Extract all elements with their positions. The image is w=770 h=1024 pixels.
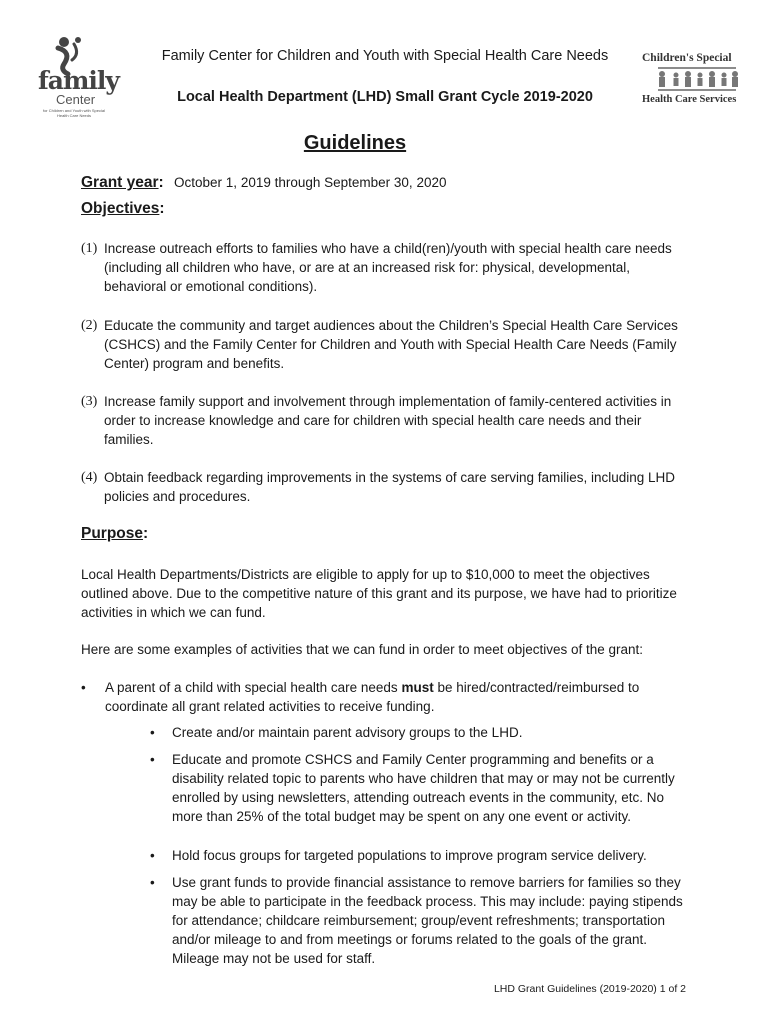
family-center-logo-tagline: for Children and Youth with Special Health Care Needs	[42, 108, 106, 118]
sub-bullet-item	[150, 846, 686, 865]
family-center-logo-word2: Center	[56, 92, 96, 107]
objective-text: Educate the community and target audiences about the Children’s Special Health Care Services (CSHCS) and the Family Center for Children and Youth with Special Health Care Needs (Family Center) program and benefits.	[104, 318, 678, 371]
bullet-dot: •	[150, 875, 155, 890]
sub-bullet-text: Educate and promote CSHCS and Family Center programming and benefits or a disability related topic to parents who have children that may or may not be currently enrolled by using newsletters, attending outreach events in the community, etc. No more than 25% of the total budget may be spent on any one event or activity.	[172, 752, 675, 824]
sub-bullet-item	[150, 750, 686, 826]
sub-bullet-text: Hold focus groups for targeted populations to improve program service delivery.	[172, 848, 647, 863]
cshcs-logo-line2: Health Care Services	[642, 94, 737, 105]
sub-bullet-text: Create and/or maintain parent advisory groups to the LHD.	[172, 725, 523, 740]
cshcs-logo-figures	[640, 66, 752, 96]
page-footer: LHD Grant Guidelines (2019-2020) 1 of 2	[493, 983, 686, 995]
main-bullet-emphasis: must	[401, 680, 434, 695]
cshcs-logo-line1: Children's Special	[642, 52, 732, 64]
grant-year-colon: :	[158, 174, 164, 191]
objective-text: Obtain feedback regarding improvements in the systems of care serving families, including LHD policies and procedures.	[104, 470, 676, 504]
grant-year-value: October 1, 2019 through September 30, 2020	[174, 175, 447, 190]
header-subtitle: Local Health Department (LHD) Small Grant Cycle 2019-2020	[177, 89, 593, 105]
objectives-label: Objectives	[81, 200, 160, 217]
objective-number: (3)	[81, 394, 98, 409]
objective-number: (4)	[81, 470, 98, 485]
sub-bullet-text: Use grant funds to provide financial assistance to remove barriers for families so they may be able to participate in the feedback process. This may include: paying stipends for attendance; childcare reimbursement; group/event refreshments; transportation and/or mileage to and from meetings or forums related to the goals of the grant. Mileage may not be used for staff.	[172, 875, 683, 966]
bullet-dot: •	[81, 680, 86, 695]
bullet-dot: •	[150, 752, 155, 767]
objective-number: (2)	[81, 318, 98, 333]
cshcs-logo	[640, 44, 752, 112]
document-title: Guidelines	[303, 132, 407, 154]
main-bullet-text-before: A parent of a child with special health care needs	[105, 680, 402, 695]
purpose-paragraph-1: Local Health Departments/Districts are eligible to apply for up to $10,000 to meet the objectives outlined above. Due to the competitive nature of this grant and its purpose, we have had to prioritize activities in which we can fund.	[81, 567, 677, 620]
purpose-colon: :	[143, 525, 149, 542]
objective-item	[81, 392, 691, 449]
header-title: Family Center for Children and Youth with Special Health Care Needs	[161, 48, 609, 64]
objective-item	[81, 316, 691, 373]
family-center-logo	[34, 34, 119, 120]
objectives-colon: :	[159, 200, 165, 217]
objective-number: (1)	[81, 241, 98, 256]
sub-bullet-item	[150, 873, 686, 968]
bullet-dot: •	[150, 848, 155, 863]
objective-item	[81, 239, 691, 296]
objectives-heading	[81, 200, 165, 218]
purpose-label: Purpose	[81, 525, 144, 542]
purpose-paragraph-2: Here are some examples of activities that we can fund in order to meet objectives of the grant:	[81, 642, 644, 657]
main-bullet-text-after: be hired/contracted/reimbursed to coordinate all grant related activities to receive funding.	[105, 680, 640, 714]
purpose-heading	[81, 525, 148, 543]
bullet-dot: •	[150, 725, 155, 740]
grant-year-label: Grant year	[81, 174, 159, 191]
main-bullet-item	[81, 678, 691, 716]
objective-item	[81, 468, 691, 506]
main-bullet-text	[105, 678, 691, 716]
grant-year-line	[81, 174, 446, 192]
objective-text: Increase family support and involvement through implementation of family-centered activities in order to increase knowledge and care for children with special health care needs and their families.	[104, 394, 672, 447]
objective-text: Increase outreach efforts to families who have a child(ren)/youth with special health care needs (including all children who have, or are at an increased risk for: physical, developmental, behavioral or emotional conditions).	[104, 241, 672, 294]
sub-bullet-item	[150, 723, 686, 742]
family-center-logo-word1: family	[38, 66, 119, 95]
